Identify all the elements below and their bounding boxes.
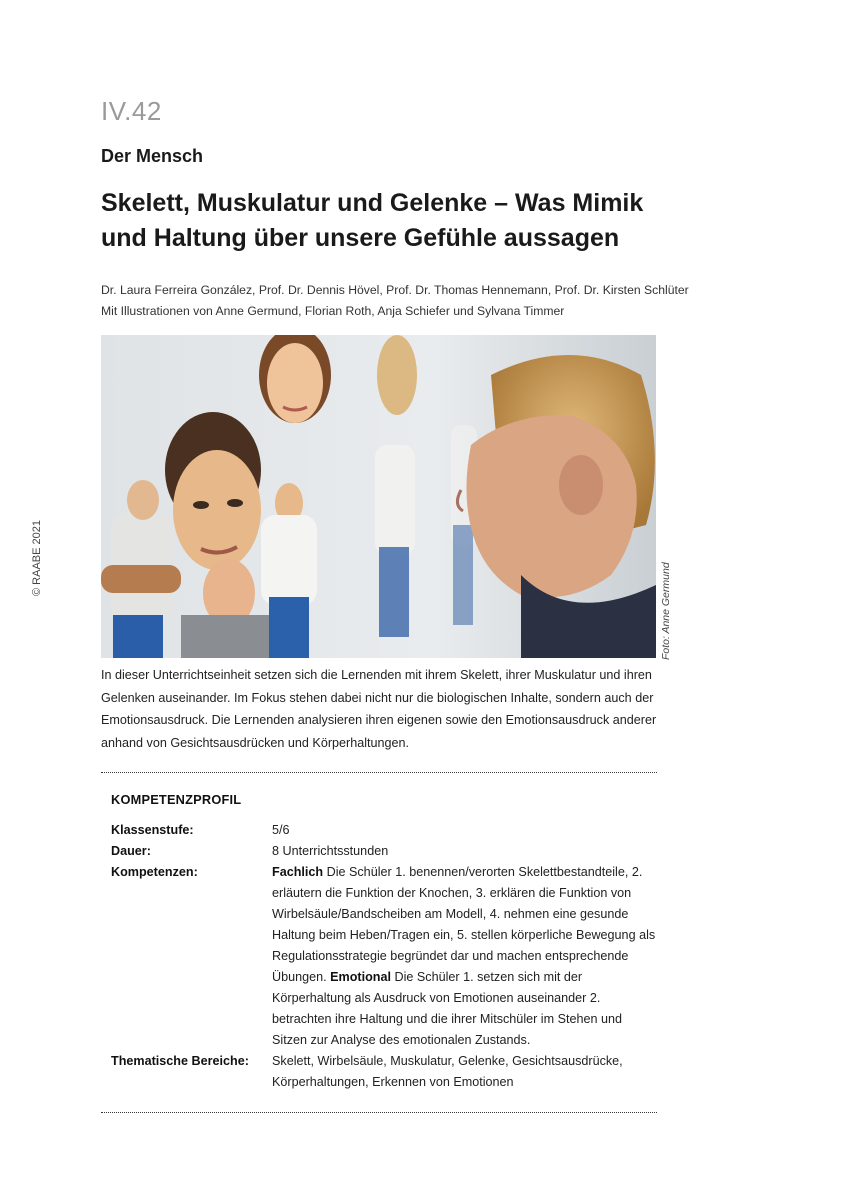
competence-profile-heading: KOMPETENZPROFIL bbox=[111, 792, 242, 807]
cover-photo bbox=[101, 335, 656, 658]
emotional-label: Emotional bbox=[330, 970, 391, 984]
thematisch-label: Thematische Bereiche: bbox=[111, 1054, 249, 1068]
emotional-text: Die Schüler 1. setzen sich mit der Körperhaltung als Ausdruck von Emotionen auseinander 2. betrachten ihre Haltung und die ihrer Mitschüler im Stehen und Sitzen zur Analyse des emotionalen Zustands. bbox=[272, 970, 623, 1047]
photo-credit: Foto: Anne Germund bbox=[660, 562, 672, 660]
divider-top bbox=[101, 772, 657, 773]
page-title: Skelett, Muskulatur und Gelenke – Was Mimik und Haltung über unsere Gefühle aussagen bbox=[101, 189, 644, 252]
dauer-value: 8 Unterrichtsstunden bbox=[272, 844, 389, 858]
fachlich-label: Fachlich bbox=[272, 865, 324, 879]
dauer-label: Dauer: bbox=[111, 844, 151, 858]
thematisch-value: Skelett, Wirbelsäule, Muskulatur, Gelenke, Gesichtsausdrücke, Körperhaltungen, Erkennen von Emotionen bbox=[272, 1054, 623, 1089]
chapter-kicker: Der Mensch bbox=[101, 146, 204, 166]
copyright-note: © RAABE 2021 bbox=[31, 520, 43, 596]
fachlich-text: Die Schüler 1. benennen/verorten Skelettbestandteile, 2. erläutern die Funktion der Knochen, 3. erklären die Funktion von Wirbelsäule/Bandscheiben am Modell, 4. nehmen eine gesunde Haltung beim Heben/Tragen ein, 5. stellen körperliche Bewegung als Regulationsstrategie begründet dar und machen entsprechende Übungen. bbox=[272, 865, 656, 984]
illustrators-line: Mit Illustrationen von Anne Germund, Florian Roth, Anja Schiefer und Sylvana Timmer bbox=[101, 304, 565, 318]
section-number: IV.42 bbox=[101, 96, 162, 126]
row-kompetenzen bbox=[111, 862, 656, 1051]
kompetenzen-value bbox=[272, 862, 656, 1051]
klassenstufe-label: Klassenstufe: bbox=[111, 823, 194, 837]
kompetenzen-label: Kompetenzen: bbox=[111, 865, 198, 879]
authors-line: Dr. Laura Ferreira González, Prof. Dr. Dennis Hövel, Prof. Dr. Thomas Hennemann, Prof. Dr. Kirsten Schlüter bbox=[101, 283, 689, 297]
divider-bottom bbox=[101, 1112, 657, 1113]
klassenstufe-value: 5/6 bbox=[272, 823, 290, 837]
row-thematisch bbox=[111, 1051, 656, 1093]
intro-paragraph: In dieser Unterrichtseinheit setzen sich die Lernenden mit ihrem Skelett, ihrer Muskulatur und ihren Gelenken auseinander. Im Fokus stehen dabei nicht nur die biologischen Inhalte, sondern auch der Emotionsausdruck. Die Lernenden analysieren ihren eigenen sowie den Emotionsausdruck anderer anhand von Gesichtsausdrücken und Körperhaltungen. bbox=[101, 668, 657, 750]
row-dauer bbox=[111, 841, 656, 862]
authors-block bbox=[101, 280, 689, 322]
row-klassenstufe bbox=[111, 820, 656, 841]
cover-photo-illustration bbox=[101, 335, 656, 658]
